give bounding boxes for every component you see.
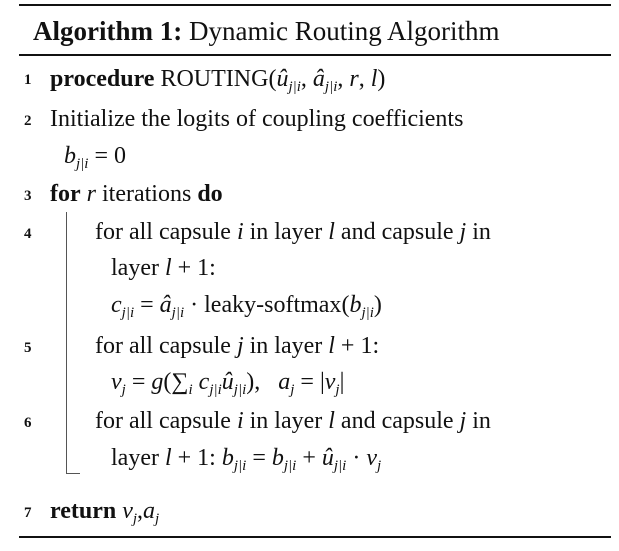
line-7: return $v_j,a_j$ xyxy=(50,498,160,527)
keyword-for: for xyxy=(50,181,81,207)
line-number: 5 xyxy=(24,340,32,356)
top-rule xyxy=(19,4,611,6)
caption-rule xyxy=(19,54,611,56)
line-number: 2 xyxy=(24,113,32,129)
line-5: for all capsule j in layer l + 1: xyxy=(95,333,380,359)
line-number: 4 xyxy=(24,226,32,242)
keyword-return: return xyxy=(50,498,117,524)
keyword-procedure: procedure xyxy=(50,66,155,92)
for-block-end xyxy=(66,473,80,474)
line-2 xyxy=(50,104,463,134)
line-1: procedure $ROUTING(û_{j|i}$, $â_{j|i}$, r, l) xyxy=(50,66,386,95)
bottom-rule xyxy=(19,536,611,538)
line-number: 3 xyxy=(24,188,32,204)
line-6-cont: layer l + 1: $b_{j|i} = b_{j|i}$ + $û_{j|i} \cdot v_j$ xyxy=(111,445,382,474)
algorithm-caption xyxy=(33,12,499,50)
for-block-bar xyxy=(66,212,67,474)
line-5-formula: $v_j = g(\sum_i$ $c_{j|i}û_{j|i}$), $a_j = |v_j|$ xyxy=(111,369,345,398)
caption-label: Algorithm 1: xyxy=(33,16,183,46)
keyword-do: do xyxy=(197,181,223,207)
line-2-cont: $b_{j|i} = 0$ xyxy=(64,143,127,172)
iterations-text: iterations xyxy=(102,181,192,207)
line-number: 6 xyxy=(24,415,32,431)
line-4: for all capsule i in layer l and capsule j in xyxy=(95,219,491,245)
caption-title: Dynamic Routing Algorithm xyxy=(188,16,500,46)
initialize-text: Initialize the logits of coupling coefficients xyxy=(50,106,464,132)
line-number: 7 xyxy=(24,505,32,521)
line-4-cont: layer l + 1: xyxy=(111,255,216,281)
line-6: for all capsule i in layer l and capsule j in xyxy=(95,408,491,434)
line-number: 1 xyxy=(24,72,32,88)
routing-name: ROUTING xyxy=(160,66,269,92)
line-4-formula: $c_{j|i}$ = $â_{j|i}$ · leaky-$softmax(b_{j|i})$ xyxy=(111,292,382,321)
line-3: for r iterations do xyxy=(50,181,223,207)
